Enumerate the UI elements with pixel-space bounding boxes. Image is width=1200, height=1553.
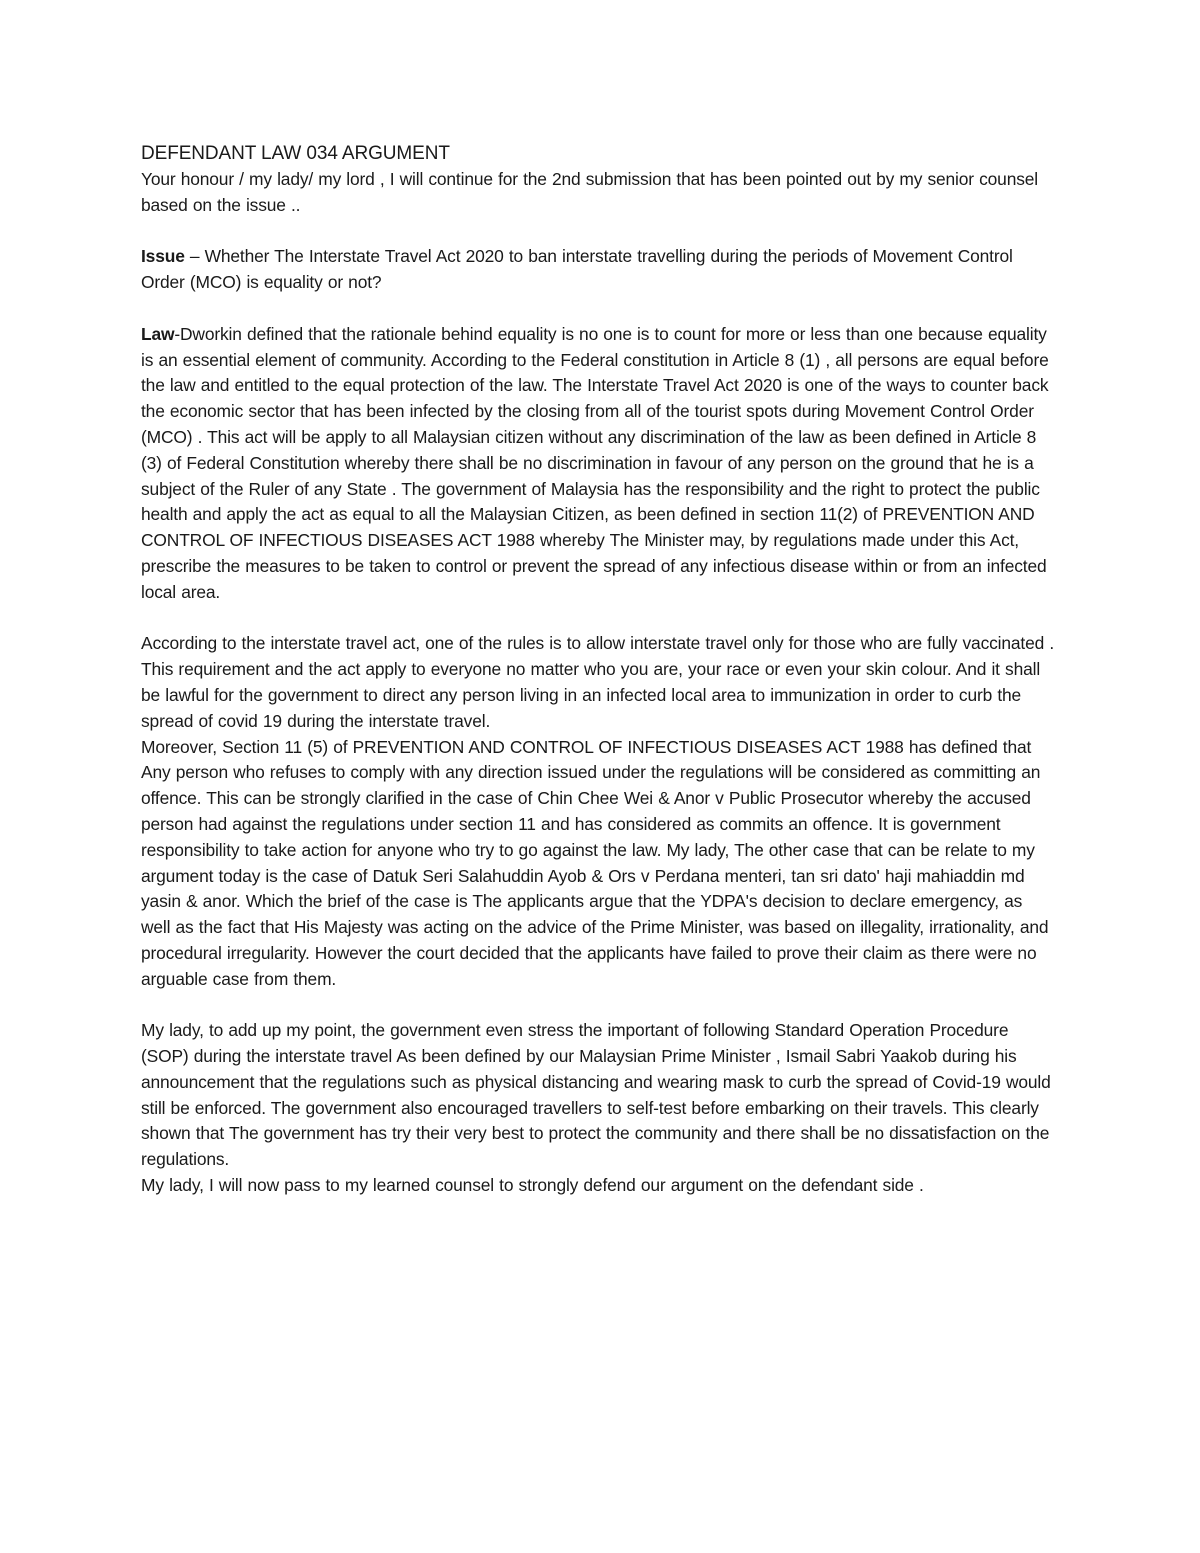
issue-label: Issue bbox=[141, 246, 185, 267]
paragraph-spacer bbox=[141, 296, 1056, 322]
section-11-paragraph: Moreover, Section 11 (5) of PREVENTION AND CONTROL OF INFECTIOUS DISEASES ACT 1988 has defined that Any person who refuses to comply with any direction issued under the regulations will be considered as committing an offence. This can be strongly clarified in the case of Chin Chee Wei & Anor v Public Prosecutor whereby the accused person had against the regulations under section 11 and has considered as commits an offence. It is government responsibility to take action for anyone who try to go against the law. My lady, The other case that can be relate to my argument today is the case of Datuk Seri Salahuddin Ayob & Ors v Perdana menteri, tan sri dato' haji mahiaddin md yasin & anor. Which the brief of the case is The applicants argue that the YDPA's decision to declare emergency, as well as the fact that His Majesty was acting on the advice of the Prime Minister, was based on illegality, irrationality, and procedural irregularity. However the court decided that the applicants have failed to prove their claim as there were no arguable case from them. bbox=[141, 736, 1049, 989]
law-label: Law bbox=[141, 323, 175, 344]
document-page bbox=[141, 141, 1056, 1199]
law-paragraph bbox=[141, 322, 1056, 606]
sop-paragraph: My lady, to add up my point, the government even stress the important of following Standard Operation Procedure (SOP) during the interstate travel As been defined by our Malaysian Prime Minister , Ismail Sabri Yaakob during his announcement that the regulations such as physical distancing and wearing mask to curb the spread of Covid-19 would still be enforced. The government also encouraged travellers to self-test before embarking on their travels. This clearly shown that The government has try their very best to protect the community and there shall be no dissatisfaction on the regulations. bbox=[141, 1020, 1051, 1170]
issue-paragraph bbox=[141, 244, 1056, 296]
paragraph-spacer bbox=[141, 993, 1056, 1019]
intro-paragraph: Your honour / my lady/ my lord , I will continue for the 2nd submission that has been pointed out by my senior counsel based on the issue .. bbox=[141, 169, 1039, 215]
closing-paragraph: My lady, I will now pass to my learned counsel to strongly defend our argument on the defendant side . bbox=[141, 1175, 924, 1196]
paragraph-spacer bbox=[141, 606, 1056, 632]
interstate-travel-paragraph: According to the interstate travel act, one of the rules is to allow interstate travel only for those who are fully vaccinated . This requirement and the act apply to everyone no matter who you are, your race or even your skin colour. And it shall be lawful for the government to direct any person living in an infected local area to immunization in order to curb the spread of covid 19 during the interstate travel. bbox=[141, 633, 1055, 731]
law-text: -Dworkin defined that the rationale behind equality is no one is to count for more or less than one because equality is an essential element of community. According to the Federal constitution in Article 8 (1) , all persons are equal before the law and entitled to the equal protection of the law. The Interstate Travel Act 2020 is one of the ways to counter back the economic sector that has been infected by the closing from all of the tourist spots during Movement Control Order (MCO) . This act will be apply to all Malaysian citizen without any discrimination of the law as been defined in Article 8 (3) of Federal Constitution whereby there shall be no discrimination in favour of any person on the ground that he is a subject of the Ruler of any State . The government of Malaysia has the responsibility and the right to protect the public health and apply the act as equal to all the Malaysian Citizen, as been defined in section 11(2) of PREVENTION AND CONTROL OF INFECTIOUS DISEASES ACT 1988 whereby The Minister may, by regulations made under this Act, prescribe the measures to be taken to control or prevent the spread of any infectious disease within or from an infected local area. bbox=[141, 323, 1049, 602]
issue-text: – Whether The Interstate Travel Act 2020 to ban interstate travelling during the periods of Movement Control Order (MCO) is equality or not? bbox=[141, 246, 1013, 293]
document-title: DEFENDANT LAW 034 ARGUMENT bbox=[141, 143, 450, 164]
paragraph-spacer bbox=[141, 219, 1056, 245]
